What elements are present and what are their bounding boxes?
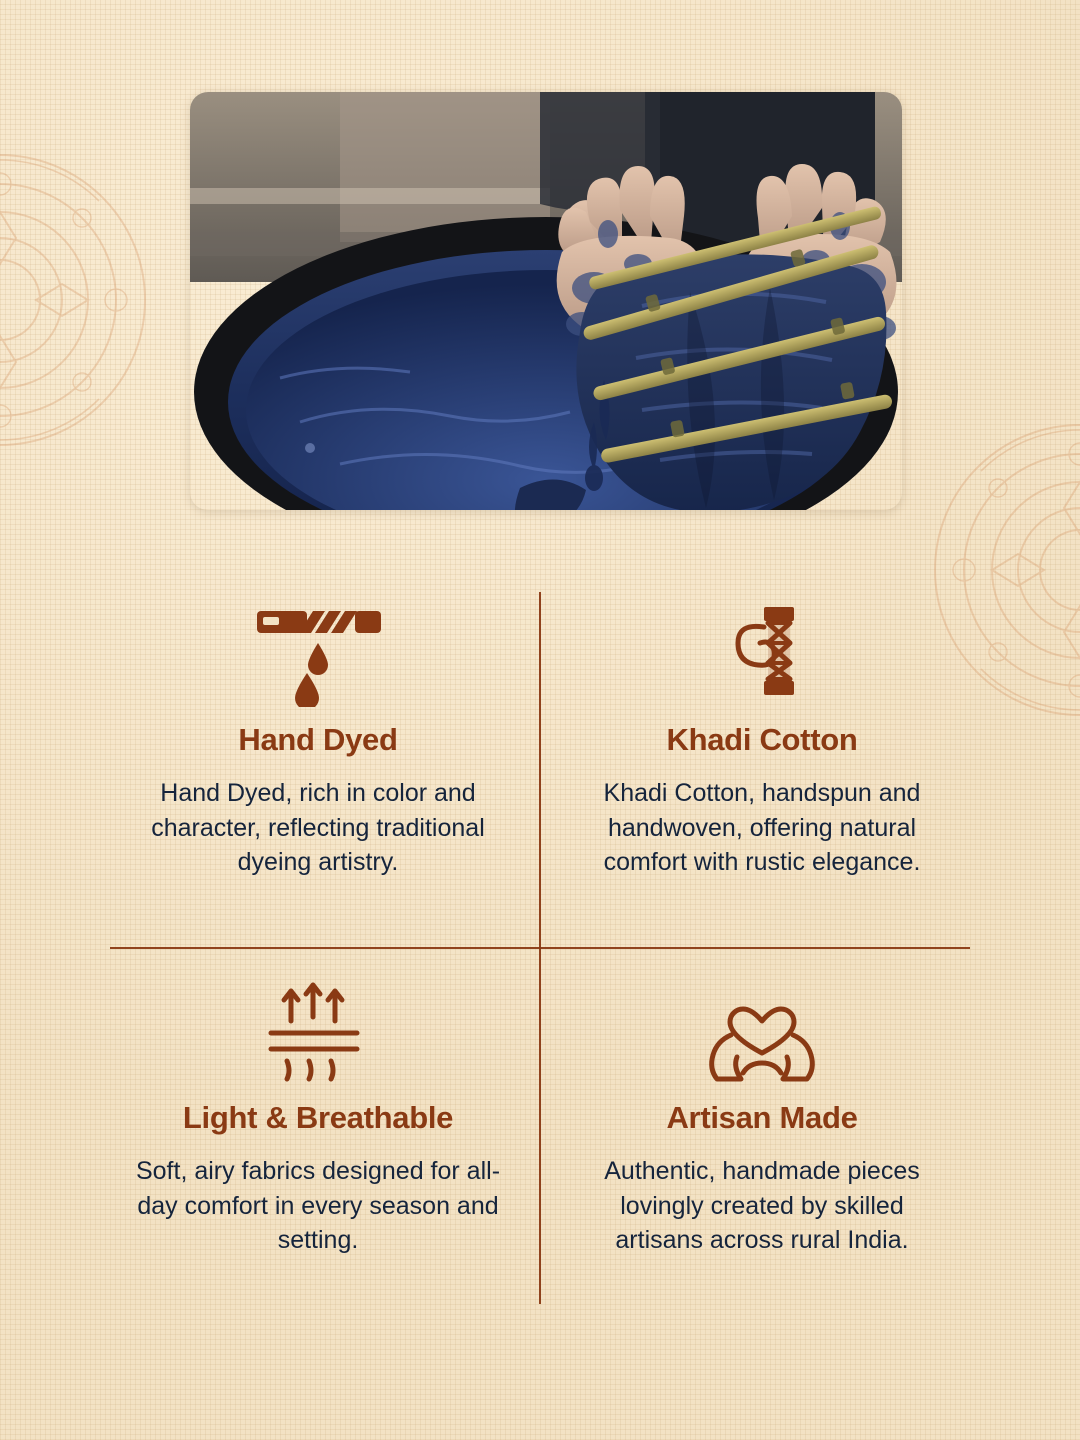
feature-title: Artisan Made (666, 1100, 858, 1135)
khadi-cotton-spool-icon (702, 594, 822, 712)
feature-card-hand-dyed (96, 578, 540, 948)
hand-dyed-icon (243, 594, 393, 712)
hands-heart-icon (697, 972, 827, 1090)
hero-photo (190, 92, 902, 510)
feature-title: Khadi Cotton (666, 722, 858, 757)
feature-card-light-breathable (96, 948, 540, 1318)
feature-description: Khadi Cotton, handspun and handwoven, offering natural comfort with rustic elegance. (603, 779, 921, 876)
mandala-ornament-left (0, 90, 170, 510)
feature-title: Hand Dyed (238, 722, 398, 757)
feature-description: Soft, airy fabrics designed for all-day comfort in every season and setting. (135, 1157, 501, 1254)
feature-card-artisan-made (540, 948, 984, 1318)
feature-card-khadi-cotton (540, 578, 984, 948)
feature-grid (96, 578, 984, 1318)
feature-description: Hand Dyed, rich in color and character, reflecting traditional dyeing artistry. (151, 779, 485, 876)
breathable-fabric-icon (253, 972, 383, 1090)
feature-description: Authentic, handmade pieces lovingly created by skilled artisans across rural India. (604, 1157, 920, 1254)
feature-title: Light & Breathable (182, 1100, 454, 1135)
